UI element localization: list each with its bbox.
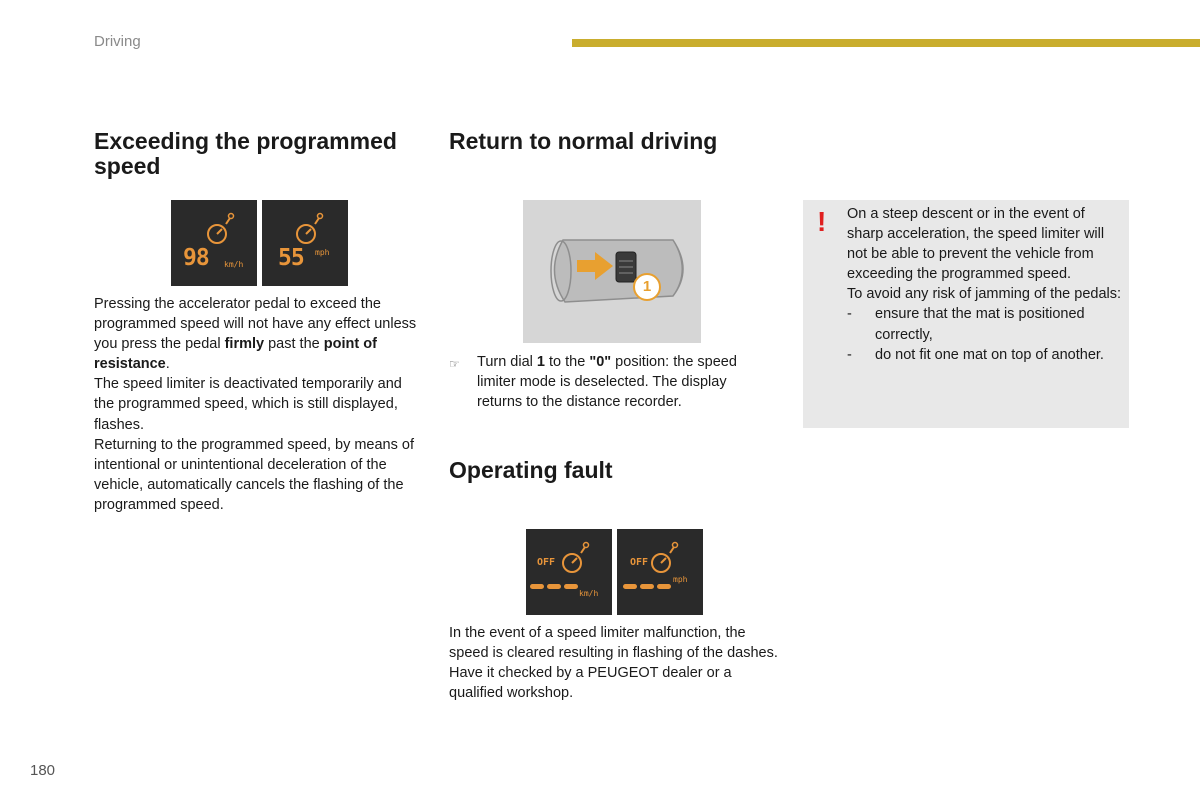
speedometer-icon (262, 200, 348, 286)
text-span: to the (544, 354, 590, 370)
text-span: Turn dial (477, 354, 537, 370)
fault-mph-off: OFF (630, 557, 649, 568)
section-title-exceeding: Exceeding the programmed speed (94, 128, 397, 179)
emphasis-dial-number: 1 (536, 354, 545, 370)
fault-kmh-off: OFF (537, 557, 556, 568)
exceeding-paragraph-3: Returning to the programmed speed, by means of intentional or unintentional deceleration of the vehicle, automatically cancels the flashing of the programmed speed. (94, 436, 414, 513)
emphasis-zero-position: "0" (589, 354, 612, 370)
fault-kmh-unit: km/h (579, 589, 599, 598)
warning-item-2: do not fit one mat on top of another. (875, 346, 1104, 363)
emphasis-point-of-resistance: point of resistance (94, 336, 377, 373)
stalk-diagram-icon (523, 200, 701, 343)
exceeding-paragraph-2: The speed limiter is deactivated temporarily and the programmed speed, which is still displayed, flashes. (94, 376, 402, 433)
fault-body (449, 623, 779, 703)
fault-paragraph-2: Have it checked by a PEUGEOT dealer or a qualified workshop. (449, 665, 732, 702)
warning-text (847, 204, 1125, 365)
warning-box (803, 200, 1129, 428)
display-kmh-value: 98 (183, 245, 209, 271)
text-span: Pressing the accelerator pedal to exceed the programmed speed will not have any effect unless you press the pedal (94, 296, 417, 353)
hand-pointer-icon: ☞ (449, 357, 460, 371)
display-mph (262, 200, 348, 286)
section-title-return: Return to normal driving (449, 128, 718, 154)
fault-mph-unit: mph (673, 575, 688, 584)
list-dash: - (847, 306, 852, 323)
warning-list-item (847, 345, 1125, 365)
fault-display-mph (617, 529, 703, 615)
warning-advice: To avoid any risk of jamming of the pedals: (847, 286, 1122, 303)
exceeding-paragraph-1 (94, 294, 424, 374)
display-kmh-unit: km/h (224, 260, 244, 269)
speedometer-icon (171, 200, 257, 286)
accent-bar (572, 39, 1200, 47)
return-bullet (449, 352, 769, 412)
steering-stalk-illustration (523, 200, 701, 343)
page-number: 180 (30, 762, 56, 779)
callout-badge (633, 273, 661, 301)
return-bullet-text (477, 352, 769, 412)
display-mph-value: 55 (278, 245, 304, 271)
warning-item-1: ensure that the mat is positioned correctly, (875, 306, 1085, 343)
text-span: position: the speed limiter mode is deselected. The display returns to the distance recorder. (477, 354, 737, 411)
exceeding-body (94, 294, 424, 515)
text-span: . (165, 356, 170, 373)
speed-display-figure (171, 200, 348, 286)
fault-display-kmh (526, 529, 612, 615)
speedometer-icon (617, 529, 703, 615)
warning-intro: On a steep descent or in the event of sharp acceleration, the speed limiter will not be able to prevent the vehicle from exceeding the programmed speed. (847, 206, 1105, 283)
speedometer-icon (526, 529, 612, 615)
emphasis-firmly: firmly (224, 336, 265, 353)
display-kmh (171, 200, 257, 286)
exclamation-icon: ! (817, 206, 827, 237)
display-mph-unit: mph (315, 248, 330, 257)
section-title-fault: Operating fault (449, 457, 613, 483)
fault-paragraph-1: In the event of a speed limiter malfunction, the speed is cleared resulting in flashing of the dashes. (449, 625, 778, 662)
warning-list-item (847, 304, 1125, 344)
list-dash: - (847, 346, 852, 363)
callout-number: 1 (642, 278, 652, 295)
fault-display-figure (526, 529, 703, 615)
section-label: Driving (94, 33, 141, 50)
text-span: past the (264, 336, 324, 353)
